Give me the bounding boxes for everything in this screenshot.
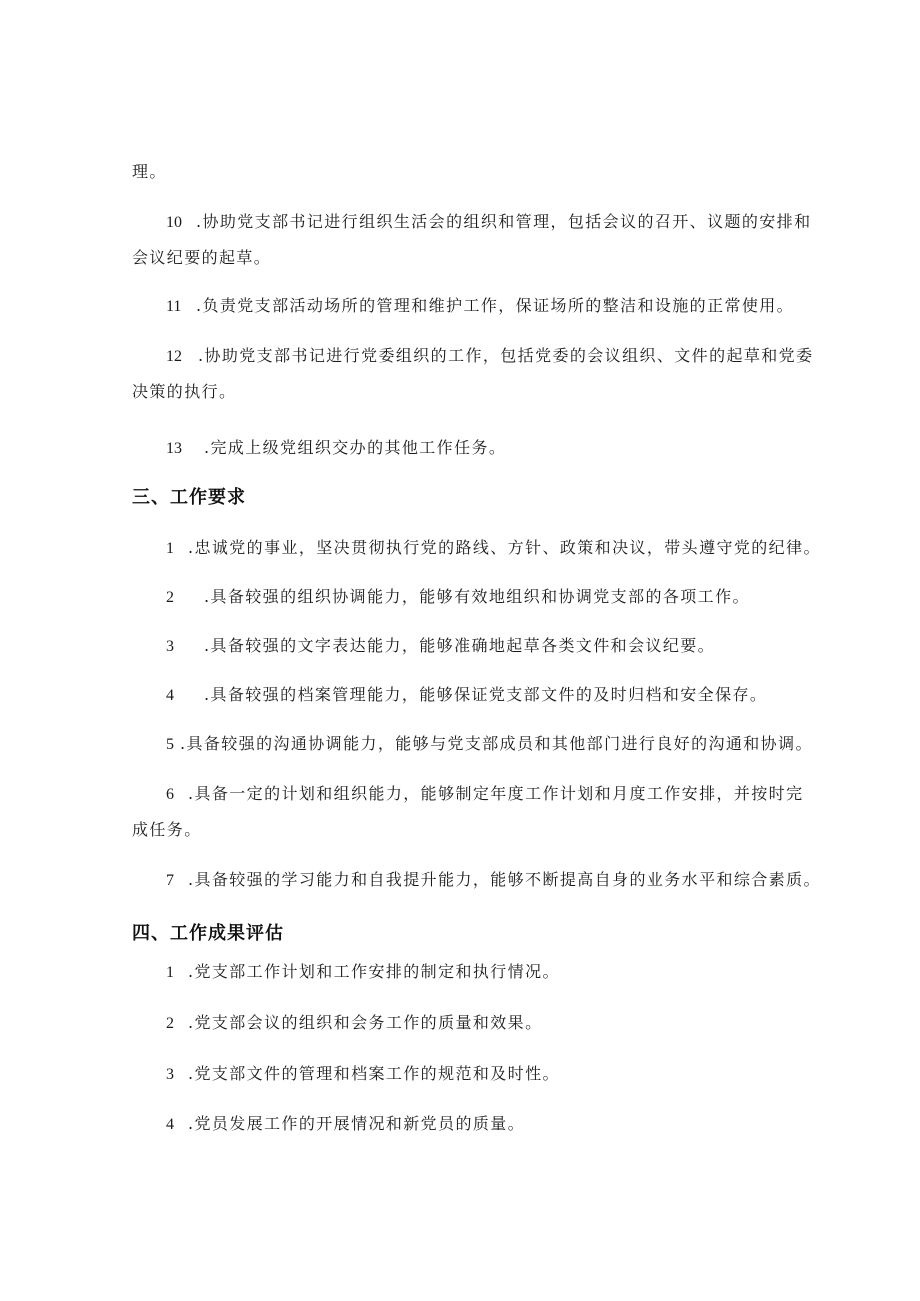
item-number: 12	[166, 348, 182, 365]
section-heading: 四、工作成果评估	[132, 923, 284, 944]
list-item	[166, 870, 821, 891]
list-item	[166, 962, 560, 983]
list-item	[166, 1114, 525, 1135]
item-text: .具备较强的文字表达能力，能够准确地起草各类文件和会议纪要。	[204, 636, 716, 655]
list-item	[166, 685, 767, 706]
item-text: .具备较强的沟通协调能力，能够与党支部成员和其他部门进行良好的沟通和协调。	[180, 734, 813, 753]
item-number: 1	[166, 964, 174, 981]
item-number: 6	[166, 786, 174, 803]
list-item	[166, 1013, 543, 1034]
list-item	[166, 784, 804, 805]
item-text: .协助党支部书记进行党委组织的工作，包括党委的会议组织、文件的起草和党委	[198, 346, 814, 365]
list-item	[166, 587, 750, 608]
item-number: 13	[166, 440, 182, 457]
list-item	[166, 538, 821, 559]
item-text: .完成上级党组织交办的其他工作任务。	[204, 438, 507, 457]
carry-over-text: 理。	[132, 162, 167, 181]
list-item	[166, 734, 813, 755]
item-continuation: 成任务。	[132, 820, 202, 839]
list-item	[166, 212, 812, 233]
item-number: 3	[166, 1066, 174, 1083]
item-number: 2	[166, 1015, 174, 1032]
item-text: .党支部工作计划和工作安排的制定和执行情况。	[188, 962, 560, 981]
item-text: .协助党支部书记进行组织生活会的组织和管理，包括会议的召开、议题的安排和	[196, 212, 812, 231]
item-text: .负责党支部活动场所的管理和维护工作，保证场所的整洁和设施的正常使用。	[196, 296, 795, 315]
item-text: .具备一定的计划和组织能力，能够制定年度工作计划和月度工作安排，并按时完	[188, 784, 804, 803]
list-item	[166, 346, 814, 367]
item-number: 4	[166, 1116, 174, 1133]
item-number: 2	[166, 589, 174, 606]
item-continuation: 决策的执行。	[132, 382, 237, 401]
item-continuation: 会议纪要的起草。	[132, 248, 272, 267]
item-text: .具备较强的学习能力和自我提升能力，能够不断提高自身的业务水平和综合素质。	[188, 870, 821, 889]
item-text: .具备较强的组织协调能力，能够有效地组织和协调党支部的各项工作。	[204, 587, 750, 606]
item-number: 7	[166, 872, 174, 889]
item-number: 3	[166, 638, 174, 655]
item-number: 1	[166, 540, 174, 557]
list-item	[166, 1064, 560, 1085]
list-item	[166, 296, 794, 317]
list-item	[166, 636, 715, 657]
item-number: 10	[166, 214, 182, 231]
item-text: .具备较强的档案管理能力，能够保证党支部文件的及时归档和安全保存。	[204, 685, 768, 704]
item-number: 5	[166, 736, 174, 753]
item-text: .党员发展工作的开展情况和新党员的质量。	[188, 1114, 526, 1133]
item-text: .党支部文件的管理和档案工作的规范和及时性。	[188, 1064, 560, 1083]
section-heading: 三、工作要求	[132, 487, 246, 508]
list-item	[166, 438, 506, 459]
item-number: 11	[166, 298, 182, 315]
item-number: 4	[166, 687, 174, 704]
item-text: .忠诚党的事业，坚决贯彻执行党的路线、方针、政策和决议，带头遵守党的纪律。	[188, 538, 821, 557]
item-text: .党支部会议的组织和会务工作的质量和效果。	[188, 1013, 543, 1032]
